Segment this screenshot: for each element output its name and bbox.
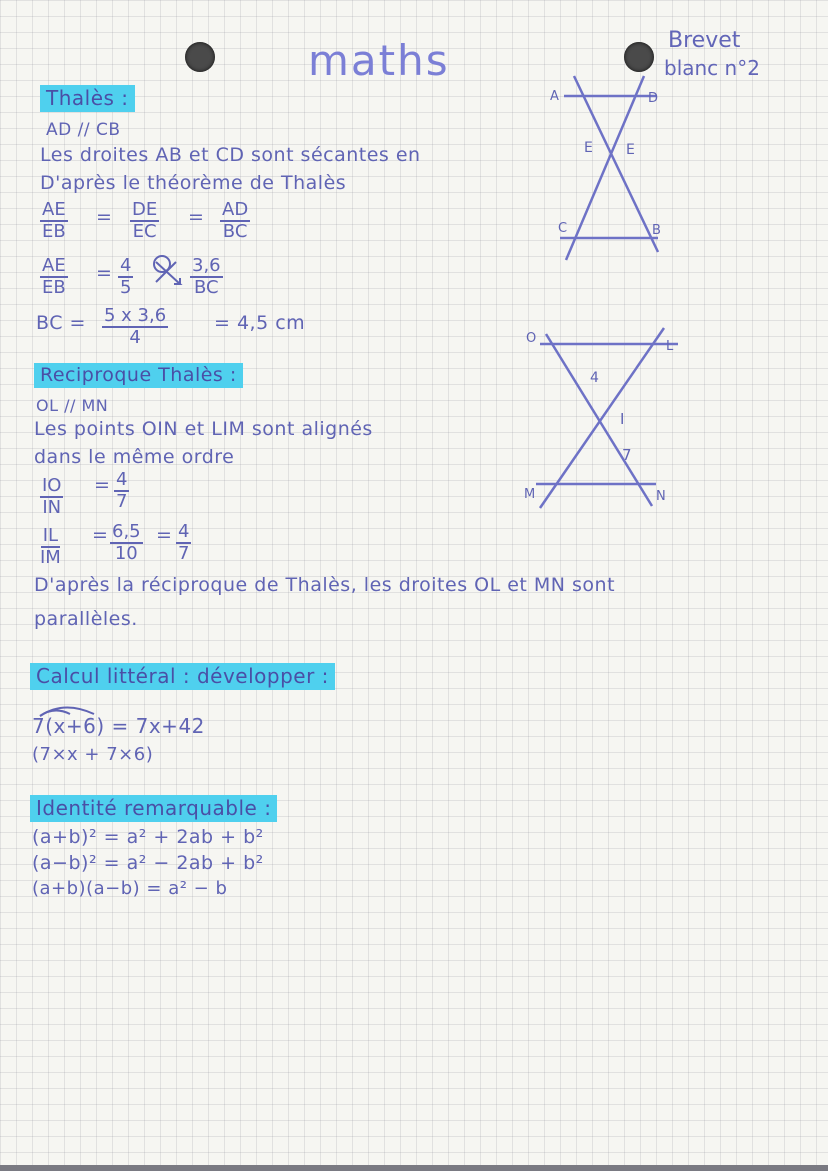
reciproque-label-n: N [656, 489, 666, 504]
thales-ratio-de-ec [130, 200, 159, 242]
thales-label-b: B [652, 223, 661, 238]
thales-ratio-eb: EB [41, 221, 66, 242]
thales-ratio-ad-bc [220, 200, 250, 242]
thales-line1: Les droites AB et CD sont sécantes en [40, 144, 421, 166]
thales-ratio2-bc: BC [194, 277, 219, 298]
binder-hole-right [624, 42, 654, 72]
identite-line1: (a+b)² = a² + 2ab + b² [32, 826, 264, 848]
thales-figure [540, 70, 680, 270]
calcul-heading [30, 664, 335, 688]
binder-hole-left [185, 42, 215, 72]
reciproque-ratio-io: IO [42, 475, 62, 496]
reciproque-ratio-im: IM [40, 547, 61, 568]
thales-ratio-eq2: = [188, 206, 205, 228]
reciproque-ratio1-7: 7 [116, 491, 128, 512]
thales-ratio2-ae-eb [40, 256, 68, 298]
reciproque-ratio2-4-7 [176, 522, 191, 564]
reciproque-ratio-in: IN [42, 497, 62, 518]
thales-ratio2-36-bc [190, 256, 223, 298]
reciproque-ratio2-10: 10 [114, 543, 138, 564]
thales-ratio-ae: AE [42, 199, 66, 220]
reciproque-ratio1-4-7 [114, 470, 129, 512]
reciproque-ratio2-65: 6,5 [112, 521, 141, 542]
reciproque-ratio1-4: 4 [116, 469, 128, 490]
thales-ratio2-4: 4 [120, 255, 132, 276]
thales-heading [40, 86, 135, 110]
reciproque-label-l: L [666, 339, 674, 354]
thales-ratio-de: DE [132, 199, 158, 220]
identite-line3: (a+b)(a−b) = a² − b [32, 878, 228, 899]
thales-ratio2-4-5 [118, 256, 133, 298]
thales-heading-text: Thalès : [40, 85, 135, 112]
corner-note-line2: blanc n°2 [664, 56, 760, 80]
thales-ratio2-5: 5 [120, 277, 132, 298]
calcul-heading-text: Calcul littéral : développer : [30, 663, 335, 690]
thales-segment-ab [574, 76, 658, 252]
reciproque-heading [34, 364, 243, 386]
reciproque-label-o: O [526, 331, 537, 346]
cross-multiply-arrow-icon [146, 252, 190, 292]
thales-ratio-ae-eb [40, 200, 68, 242]
thales-segment-dc [566, 76, 644, 260]
page-bottom-edge [0, 1165, 828, 1171]
thales-ratio2-36: 3,6 [192, 255, 221, 276]
thales-result-rhs: = 4,5 cm [214, 312, 306, 334]
reciproque-label-m: M [524, 487, 536, 502]
thales-label-c: C [558, 221, 568, 236]
reciproque-line1: Les points OIN et LIM sont alignés [34, 418, 373, 440]
reciproque-ratio2-eq2: = [156, 524, 173, 546]
thales-label-e-right: E [626, 142, 635, 158]
reciproque-label-4: 4 [590, 370, 599, 386]
reciproque-parallel: OL // MN [36, 396, 109, 415]
calcul-line1: 7(x+6) = 7x+42 [32, 714, 205, 738]
thales-ratio2-eq: = [96, 262, 113, 284]
thales-result-lhs: BC = [36, 312, 86, 334]
reciproque-ratio1-eq: = [94, 474, 111, 496]
corner-note-line1: Brevet [668, 28, 741, 53]
page-title: maths [308, 36, 450, 85]
reciproque-ratio2-eq: = [92, 524, 109, 546]
thales-ratio-ec: EC [132, 221, 157, 242]
thales-result-num: 5 x 3,6 [104, 305, 167, 326]
thales-label-a: A [550, 89, 559, 104]
thales-ratio-eq1: = [96, 206, 113, 228]
reciproque-conclusion-line1: D'après la réciproque de Thalès, les droites OL et MN sont [34, 574, 616, 596]
thales-ratio2-eb: EB [41, 277, 66, 298]
reciproque-ratio2-7: 7 [178, 543, 190, 564]
reciproque-label-i: I [620, 410, 625, 428]
reciproque-label-7: 7 [622, 446, 632, 464]
thales-line2: D'après le théorème de Thalès [40, 172, 347, 194]
reciproque-ratio-io-in [40, 476, 63, 518]
identite-line2: (a−b)² = a² − 2ab + b² [32, 852, 264, 874]
thales-result-den: 4 [129, 327, 141, 348]
thales-ratio2-ae: AE [42, 255, 66, 276]
reciproque-ratio-il: IL [42, 525, 59, 546]
reciproque-line2: dans le même ordre [34, 446, 235, 468]
reciproque-ratio2-4: 4 [178, 521, 190, 542]
reciproque-heading-text: Reciproque Thalès : [34, 363, 243, 388]
thales-parallel: AD // CB [46, 120, 121, 140]
thales-result-fraction [102, 306, 168, 348]
thales-label-d: D [648, 91, 659, 106]
reciproque-conclusion-line2: parallèles. [34, 608, 138, 630]
reciproque-figure [510, 320, 690, 520]
identite-heading [30, 796, 277, 820]
identite-heading-text: Identité remarquable : [30, 795, 277, 822]
thales-label-e-left: E [584, 140, 593, 156]
reciproque-segment-on [546, 334, 652, 506]
thales-ratio-ad: AD [222, 199, 249, 220]
thales-ratio-bc: BC [222, 221, 248, 242]
reciproque-ratio-il-im [40, 526, 61, 568]
calcul-line2: (7×x + 7×6) [32, 744, 154, 765]
reciproque-ratio2-65-10 [110, 522, 143, 564]
